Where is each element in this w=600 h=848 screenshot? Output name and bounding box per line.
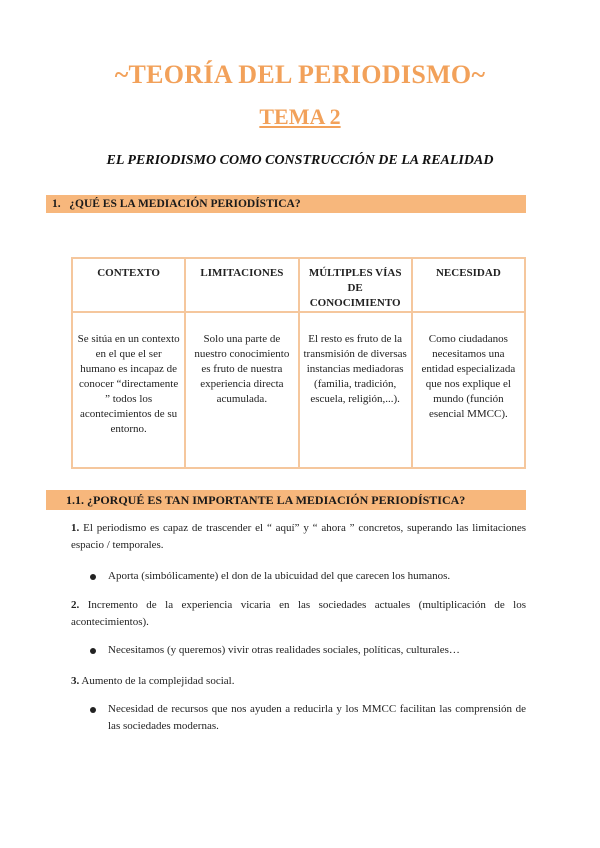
bullet-icon [90,648,96,654]
table-header: NECESIDAD [412,258,525,312]
table-row [72,312,525,468]
bullet-point-1: Aporta (simbólicamente) el don de la ubicuidad del que carecen los humanos. [108,570,451,582]
bullet-point-3: Necesidad de recursos que nos ayuden a reducirla y los MMCC facilitan las comprensión de las sociedades modernas. [108,703,526,732]
section-heading-mediacion: 1. ¿QUÉ ES LA MEDIACIÓN PERIODÍSTICA? [46,195,526,213]
point-number: 1. [71,522,80,534]
table-header: CONTEXTO [72,258,185,312]
bullet-point-2: Necesitamos (y queremos) vivir otras realidades sociales, políticas, culturales… [108,644,460,656]
paragraph-point-2 [71,597,526,631]
document-subtitle: TEMA 2 [259,104,341,129]
point-number: 2. [71,599,80,611]
document-title: ~TEORÍA DEL PERIODISMO~ [114,60,486,89]
bullet-icon [90,707,96,713]
table-cell: El resto es fruto de la transmisión de diversas instancias mediadoras (familia, tradición, escuela, religión,...). [299,312,412,468]
paragraph-point-1 [71,520,526,554]
paragraph-point-3 [71,673,526,690]
table-cell: Como ciudadanos necesitamos una entidad especializada que nos explique el mundo (función esencial MMCC). [412,312,525,468]
table-cell: Solo una parte de nuestro conocimiento es fruto de nuestra experiencia directa acumulada. [185,312,298,468]
bullet-icon [90,574,96,580]
document-heading: EL PERIODISMO COMO CONSTRUCCIÓN DE LA REALIDAD [106,153,494,168]
section-heading-importancia: 1.1. ¿PORQUÉ ES TAN IMPORTANTE LA MEDIACIÓN PERIODÍSTICA? [46,490,526,510]
table-header: MÚLTIPLES VÍAS DE CONOCIMIENTO [299,258,412,312]
table-header-row [72,258,525,312]
table-cell: Se sitúa en un contexto en el que el ser humano es incapaz de conocer “directamente ” todos los acontecimientos de su entorno. [72,312,185,468]
point-text: Incremento de la experiencia vicaria en las sociedades actuales (multiplicación de los acontecimientos). [71,599,527,628]
point-text: El periodismo es capaz de trascender el “ aquí” y “ ahora ” concretos, superando las limitaciones espacio / temporales. [71,522,526,551]
table-header: LIMITACIONES [185,258,298,312]
mediation-table [71,257,526,469]
point-number: 3. [71,675,80,687]
point-text: Aumento de la complejidad social. [81,675,235,687]
